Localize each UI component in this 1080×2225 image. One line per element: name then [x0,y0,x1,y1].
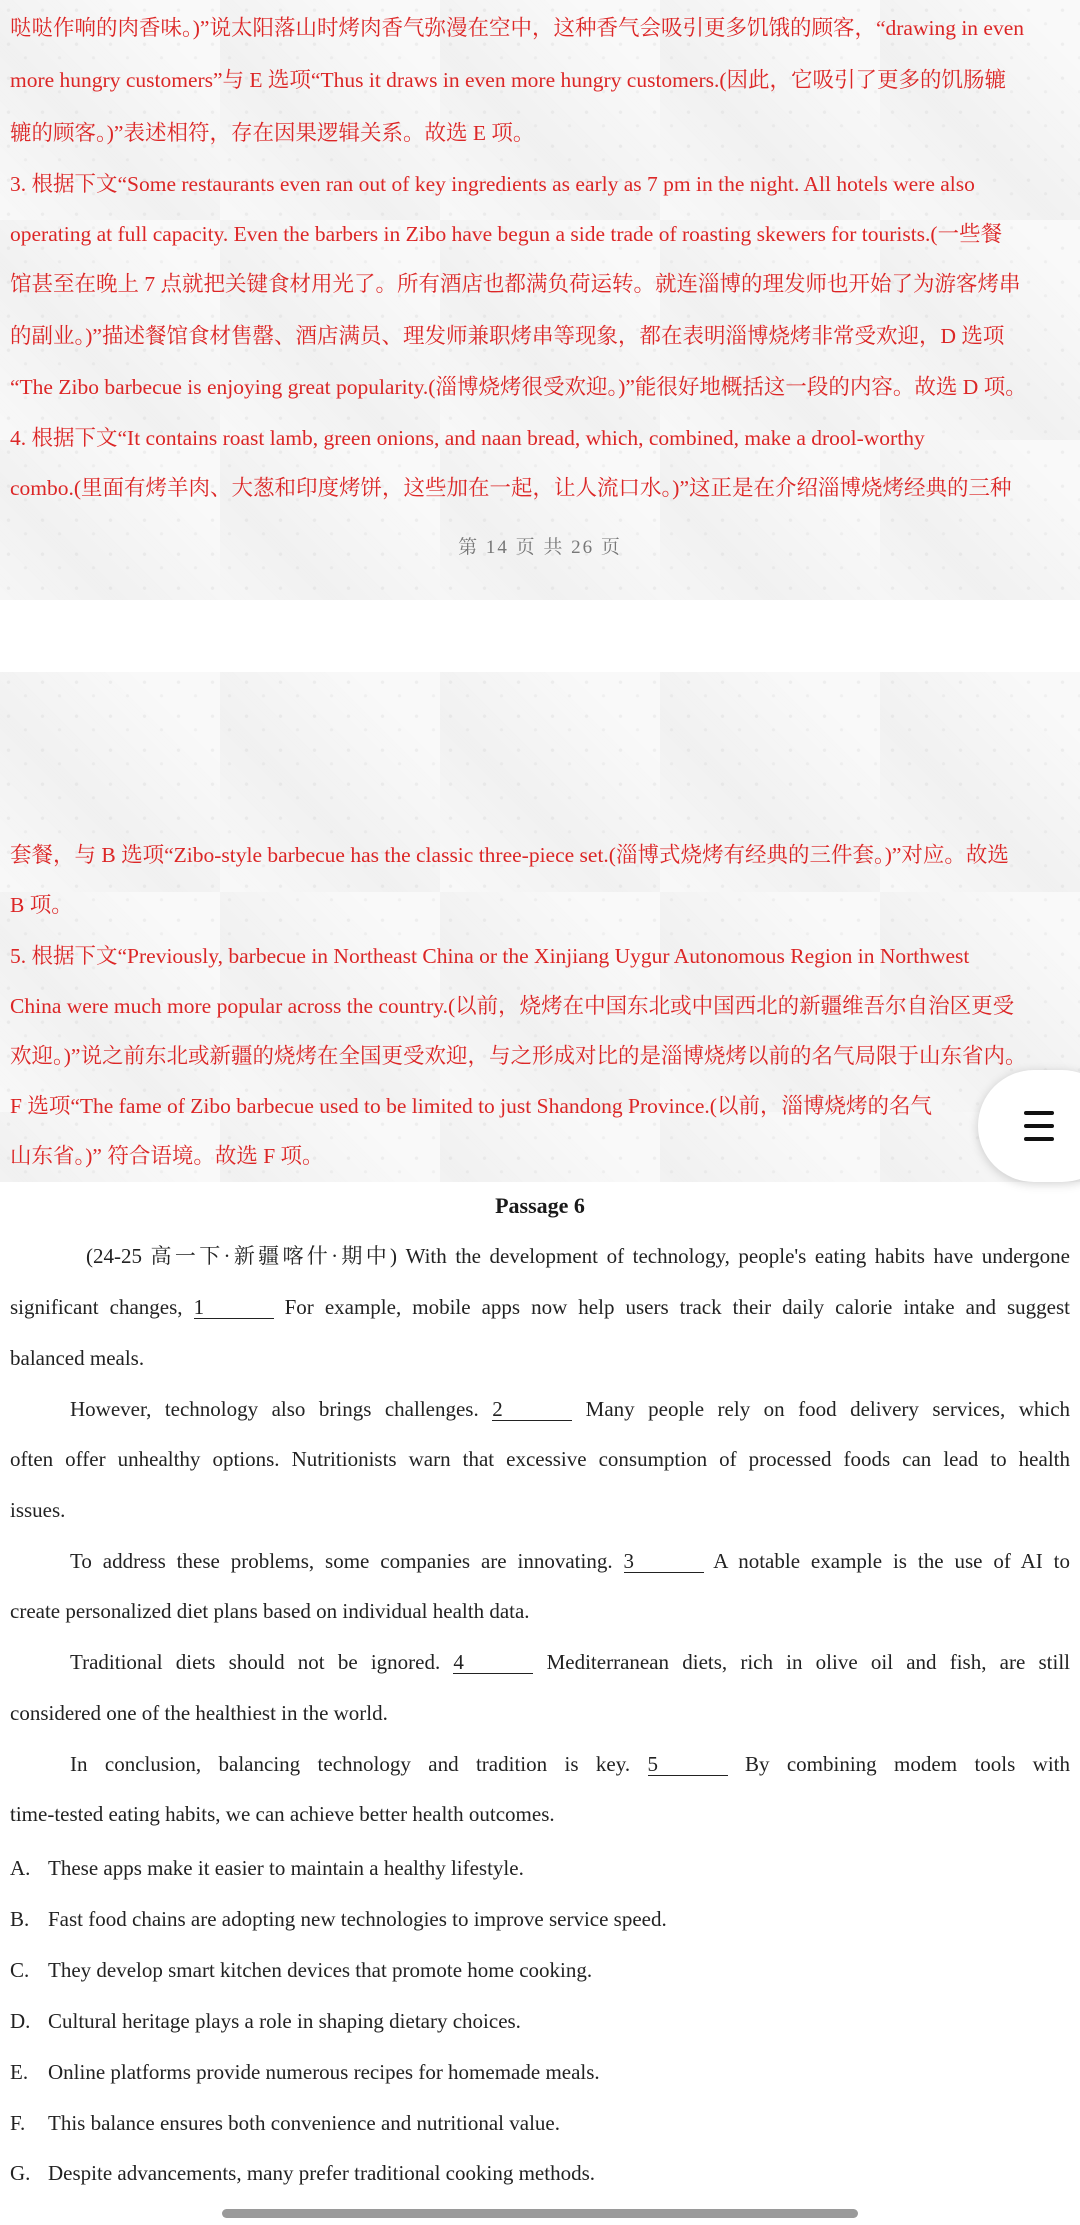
passage-title: Passage 6 [495,1193,585,1218]
answer-line: “The Zibo barbecue is enjoying great popularity.(淄博烧烤很受欢迎。)”能很好地概括这一段的内容。故选 D 项。 [10,375,1027,399]
paragraph-line: issues. [10,1498,66,1522]
answer-line: 哒哒作响的肉香味。)”说太阳落山时烤肉香气弥漫在空中，这种香气会吸引更多饥饿的顾客，“drawing in even [10,16,1025,40]
page-number-footer: 第 14 页 共 26 页 [458,537,622,558]
option-text: Cultural heritage plays a role in shaping dietary choices. [48,2009,521,2033]
option-letter: B. [10,1907,30,1931]
blank-2: 2 [492,1399,572,1421]
answer-line: B 项。 [10,893,73,917]
paragraph-line [10,1295,1070,1320]
paragraph-line [70,1650,1070,1675]
option-text: Fast food chains are adopting new technologies to improve service speed. [48,1907,667,1931]
paragraph-line [86,1244,1070,1269]
option-letter: G. [10,2161,31,2185]
paragraph-line: balanced meals. [10,1346,145,1370]
paragraph-line: create personalized diet plans based on individual health data. [10,1599,530,1623]
paragraph-text: To address these problems, some companies are innovating. [70,1549,613,1573]
option-text: Despite advancements, many prefer traditional cooking methods. [48,2161,595,2185]
answer-line: combo.(里面有烤羊肉、大葱和印度烤饼，这些加在一起，让人流口水。)”这正是在介绍淄博烧烤经典的三种 [10,476,1012,500]
option-g [10,2161,1070,2186]
paragraph-line: considered one of the healthiest in the world. [10,1701,388,1725]
option-c [10,1958,1070,1983]
answer-line: 欢迎。)”说之前东北或新疆的烧烤在全国更受欢迎，与之形成对比的是淄博烧烤以前的名气局限于山东省内。 [10,1044,1027,1068]
paragraph-text: For example, mobile apps now help users track their daily calorie intake and suggest [284,1295,1070,1319]
page-gap [0,600,1080,672]
paragraph-line [70,1549,1070,1574]
option-b [10,1907,1070,1932]
answer-line: 套餐，与 B 选项“Zibo-style barbecue has the classic three-piece set.(淄博式烧烤有经典的三件套。)”对应。故选 [10,843,1009,867]
home-indicator[interactable] [222,2209,858,2218]
answer-line: 5. 根据下文“Previously, barbecue in Northeast China or the Xinjiang Uygur Autonomous Region in Northwest [10,944,970,968]
option-a [10,1856,1070,1881]
blank-4: 4 [453,1652,533,1674]
paragraph-line [70,1397,1070,1422]
answer-line: 山东省。)” 符合语境。故选 F 项。 [10,1144,324,1168]
paragraph-text: Mediterranean diets, rich in olive oil and fish, are still [546,1650,1070,1674]
answer-line: more hungry customers”与 E 选项“Thus it draws in even more hungry customers.(因此，它吸引了更多的饥肠辘 [10,68,1007,92]
option-text: These apps make it easier to maintain a healthy lifestyle. [48,1856,524,1880]
paragraph-text: Traditional diets should not be ignored. [70,1650,441,1674]
option-letter: C. [10,1958,30,1982]
option-letter: A. [10,1856,31,1880]
menu-button[interactable] [978,1070,1080,1182]
paragraph-text: A notable example is the use of AI to [713,1549,1070,1573]
option-text: This balance ensures both convenience and nutritional value. [48,2111,560,2135]
answer-line: China were much more popular across the country.(以前，烧烤在中国东北或中国西北的新疆维吾尔自治区更受 [10,994,1015,1018]
paragraph-text: Many people rely on food delivery services, which [585,1397,1070,1421]
option-letter: F. [10,2111,26,2135]
paragraph-text: However, technology also brings challenges. [70,1397,479,1421]
option-d [10,2009,1070,2034]
paragraph-line: time-tested eating habits, we can achieve better health outcomes. [10,1802,555,1826]
option-letter: D. [10,2009,31,2033]
option-letter: E. [10,2060,29,2084]
answer-line: F 选项“The fame of Zibo barbecue used to be limited to just Shandong Province.(以前，淄博烧烤的名气 [10,1094,932,1118]
answer-line: 的副业。)”描述餐馆食材售罄、酒店满员、理发师兼职烤串等现象，都在表明淄博烧烤非常受欢迎，D 选项 [10,324,1005,348]
paragraph-line [70,1752,1070,1777]
blank-1: 1 [194,1297,274,1319]
paragraph-text: By combining modem tools with [744,1752,1070,1776]
answer-line: 4. 根据下文“It contains roast lamb, green onions, and naan bread, which, combined, make a drool-worthy [10,426,925,450]
answer-line: 3. 根据下文“Some restaurants even ran out of key ingredients as early as 7 pm in the night. All hotels were also [10,172,975,196]
blank-5: 5 [648,1754,728,1776]
paragraph-text: significant changes, [10,1295,183,1319]
option-e [10,2060,1070,2085]
answer-line: 辘的顾客。)”表述相符，存在因果逻辑关系。故选 E 项。 [10,121,535,145]
paragraph-text: (24-25 高一下·新疆喀什·期中) With the development of technology, people's eating habits have undergone [86,1244,1070,1268]
option-text: Online platforms provide numerous recipes for homemade meals. [48,2060,600,2084]
option-f [10,2111,1070,2136]
option-text: They develop smart kitchen devices that promote home cooking. [48,1958,593,1982]
paragraph-text: In conclusion, balancing technology and tradition is key. [70,1752,631,1776]
blank-3: 3 [624,1551,704,1573]
answer-line: 馆甚至在晚上 7 点就把关键食材用光了。所有酒店也都满负荷运转。就连淄博的理发师也开始了为游客烤串 [10,272,1021,296]
answer-line: operating at full capacity. Even the barbers in Zibo have begun a side trade of roasting skewers for tourists.(一些餐 [10,222,1003,246]
paragraph-line: often offer unhealthy options. Nutritionists warn that excessive consumption of processed foods can lead to health [10,1447,1070,1471]
